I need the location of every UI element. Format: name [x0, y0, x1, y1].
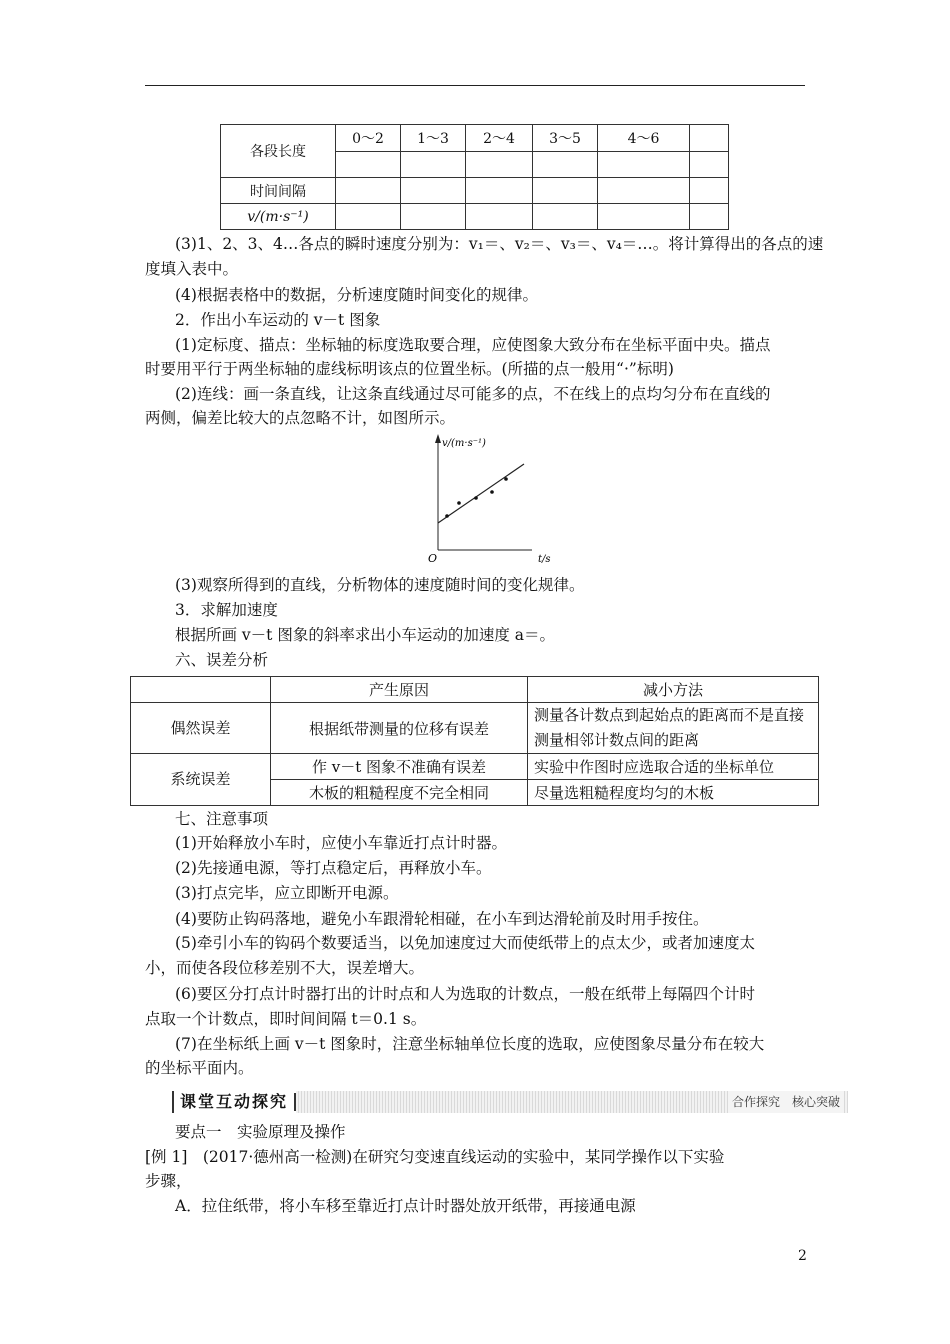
paragraph-line: A．拉住纸带，将小车移至靠近打点计时器处放开纸带，再接通电源	[175, 1197, 636, 1215]
data-point	[445, 514, 449, 518]
paragraph-line: (4)要防止钩码落地，避免小车跟滑轮相碰，在小车到达滑轮前及时用手按住。	[175, 910, 709, 928]
x-axis-label: t/s	[538, 554, 551, 565]
systematic-cause-1: 作 v－t 图象不准确有误差	[271, 754, 528, 780]
empty-cell	[690, 125, 729, 152]
paragraph-line: (3)观察所得到的直线，分析物体的速度随时间的变化规律。	[175, 576, 585, 594]
empty-cell	[401, 204, 466, 230]
data-point	[457, 501, 461, 505]
empty-cell	[598, 204, 690, 230]
segment-cell: 2～4	[466, 125, 533, 152]
empty-cell	[336, 178, 401, 204]
empty-cell	[598, 178, 690, 204]
data-point	[504, 477, 508, 481]
random-error-cause: 根据纸带测量的位移有误差	[271, 703, 528, 754]
paragraph-line: (7)在坐标纸上画 v－t 图象时，注意坐标轴单位长度的选取，应使图象尽量分布在较大	[175, 1035, 765, 1053]
fit-line	[438, 464, 524, 523]
empty-cell	[533, 178, 598, 204]
empty-cell	[690, 204, 729, 230]
random-error-fix: 测量各计数点到起始点的距离而不是直接测量相邻计数点间的距离	[528, 703, 819, 754]
banner-title: 课堂互动探究	[172, 1091, 296, 1113]
paragraph-line: (3)打点完毕，应立即断开电源。	[175, 884, 399, 902]
segment-cell: 4～6	[598, 125, 690, 152]
section-banner	[172, 1091, 848, 1113]
segment-cell: 0～2	[336, 125, 401, 152]
empty-cell	[131, 677, 271, 703]
header-cause: 产生原因	[271, 677, 528, 703]
data-point	[490, 490, 494, 494]
paragraph-line: (6)要区分打点计时器打出的计时点和人为选取的计数点，一般在纸带上每隔四个计时	[175, 985, 755, 1003]
section-heading: 3．求解加速度	[175, 601, 278, 619]
data-point	[474, 496, 478, 500]
paragraph-line: 时要用平行于两坐标轴的虚线标明该点的位置坐标。(所描的点一般用“·”标明)	[145, 360, 674, 378]
velocity-label: v/(m·s⁻¹)	[221, 204, 336, 230]
paragraph-line: 根据所画 v－t 图象的斜率求出小车运动的加速度 a＝。	[175, 626, 556, 644]
error-analysis-table	[130, 676, 819, 806]
empty-cell	[336, 204, 401, 230]
empty-cell	[690, 178, 729, 204]
systematic-fix-2: 尽量选粗糙程度均匀的木板	[528, 780, 819, 806]
empty-cell	[401, 178, 466, 204]
banner-subtitle: 合作探究 核心突破	[728, 1091, 844, 1113]
paragraph-line: 的坐标平面内。	[145, 1059, 254, 1077]
systematic-error-label: 系统误差	[131, 754, 271, 806]
paragraph-line: 度填入表中。	[145, 260, 239, 278]
paragraph-line: [例 1] (2017·德州高一检测)在研究匀变速直线运动的实验中，某同学操作以下实验	[145, 1148, 725, 1166]
measurement-table	[220, 124, 729, 230]
random-error-label: 偶然误差	[131, 703, 271, 754]
empty-cell	[533, 151, 598, 178]
header-fix: 减小方法	[528, 677, 819, 703]
section-heading: 六、误差分析	[175, 651, 269, 669]
paragraph-line: 两侧，偏差比较大的点忽略不计，如图所示。	[145, 409, 456, 427]
empty-cell	[598, 151, 690, 178]
empty-cell	[533, 204, 598, 230]
section-heading: 要点一 实验原理及操作	[175, 1123, 346, 1141]
origin-label: O	[428, 552, 438, 565]
empty-cell	[690, 151, 729, 178]
paragraph-line: (2)连线：画一条直线，让这条直线通过尽可能多的点，不在线上的点均匀分布在直线的	[175, 385, 771, 403]
empty-cell	[466, 151, 533, 178]
section-heading: 七、注意事项	[175, 810, 269, 828]
paragraph-line: (4)根据表格中的数据，分析速度随时间变化的规律。	[175, 286, 538, 304]
v-t-graph	[420, 430, 570, 572]
paragraph-line: (1)定标度、描点：坐标轴的标度选取要合理，应使图象大致分布在坐标平面中央。描点	[175, 336, 771, 354]
page-number: 2	[798, 1248, 807, 1264]
segment-length-label: 各段长度	[221, 125, 336, 178]
section-heading: 2．作出小车运动的 v－t 图象	[175, 311, 381, 329]
paragraph-line: 步骤，	[145, 1172, 192, 1190]
paragraph-line: (1)开始释放小车时，应使小车靠近打点计时器。	[175, 834, 507, 852]
segment-cell: 1～3	[401, 125, 466, 152]
systematic-cause-2: 木板的粗糙程度不完全相同	[271, 780, 528, 806]
paragraph-line: 小，而使各段位移差别不大，误差增大。	[145, 959, 425, 977]
time-interval-label: 时间间隔	[221, 178, 336, 204]
segment-cell: 3～5	[533, 125, 598, 152]
paragraph-line: 点取一个计数点，即时间间隔 t＝0.1 s。	[145, 1010, 427, 1028]
empty-cell	[466, 204, 533, 230]
paragraph-line: (2)先接通电源，等打点稳定后，再释放小车。	[175, 859, 492, 877]
empty-cell	[401, 151, 466, 178]
empty-cell	[466, 178, 533, 204]
systematic-fix-1: 实验中作图时应选取合适的坐标单位	[528, 754, 819, 780]
empty-cell	[336, 151, 401, 178]
header-rule	[145, 85, 805, 86]
paragraph-line: (5)牵引小车的钩码个数要适当，以免加速度过大而使纸带上的点太少，或者加速度太	[175, 934, 755, 952]
y-axis-arrow	[435, 434, 441, 443]
paragraph-line: (3)1、2、3、4…各点的瞬时速度分别为：v₁＝、v₂＝、v₃＝、v₄＝…。将计算得出的各点的速	[175, 235, 824, 253]
y-axis-label: v/(m·s⁻¹)	[442, 438, 486, 449]
